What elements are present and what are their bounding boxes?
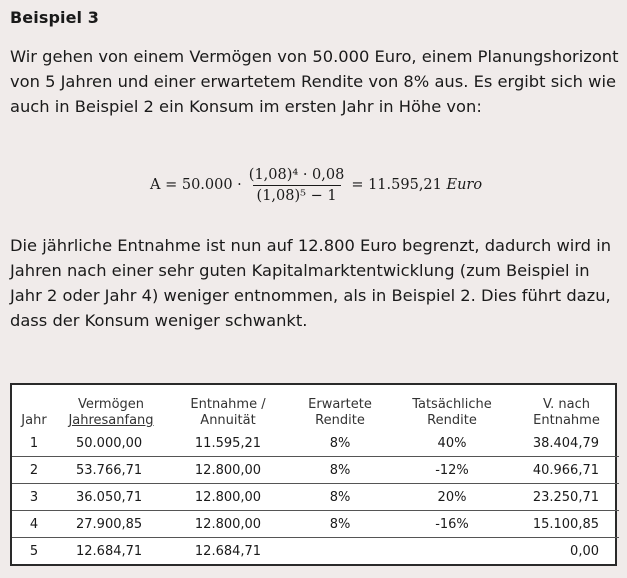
explanation-paragraph: Die jährliche Entnahme ist nun auf 12.800 Euro begrenzt, dadurch wird in Jahren nach einer sehr guten Kapitalmarktentwicklung (zum Beispiel in Jahr 2 oder Jahr 4) weniger entnommen, als in Beispiel 2. Dies führt dazu, dass der Konsum weniger schwankt. [10, 236, 612, 330]
cell-nach: 40.966,71 [532, 462, 599, 478]
cell-erwartet [290, 538, 390, 565]
header-jahr: Jahr [21, 413, 47, 428]
table-row [12, 457, 619, 484]
annuity-formula [150, 160, 482, 210]
formula-denominator: (1,08)⁵ − 1 [253, 185, 341, 204]
cell-tatsaechlich: -12% [435, 462, 469, 478]
intro-paragraph: Wir gehen von einem Vermögen von 50.000 Euro, einem Planungshorizont von 5 Jahren und einer erwartetem Rendite von 8% aus. Es ergibt sich wie auch in Beispiel 2 ein Konsum im ersten Jahr in Höhe von: [10, 47, 619, 116]
cell-vermoegen: 27.900,85 [76, 516, 143, 532]
header-entnahme: Entnahme / Annuität [190, 397, 266, 428]
header-erwartete-rendite: Erwartete Rendite [308, 397, 372, 428]
cell-jahr: 4 [29, 516, 39, 532]
cell-vermoegen: 50.000,00 [76, 435, 143, 451]
header-nach-entnahme: V. nach Entnahme [533, 397, 600, 428]
cell-entnahme: 12.800,00 [194, 489, 262, 505]
cell-tatsaechlich: -16% [435, 516, 469, 532]
cell-entnahme: 12.800,00 [194, 462, 262, 478]
formula-lhs: A = 50.000 · [150, 177, 242, 193]
cell-tatsaechlich [390, 538, 514, 565]
cell-jahr: 5 [29, 543, 39, 559]
cell-nach: 15.100,85 [532, 516, 599, 532]
cell-erwartet: 8% [329, 435, 351, 451]
header-tatsaechliche-rendite: Tatsächliche Rendite [412, 397, 492, 428]
table-row [12, 538, 619, 565]
cell-tatsaechlich: 40% [437, 435, 467, 451]
cell-erwartet: 8% [329, 516, 351, 532]
cell-tatsaechlich: 20% [437, 489, 467, 505]
cell-jahr: 3 [29, 489, 39, 505]
cell-vermoegen: 36.050,71 [76, 489, 143, 505]
cell-erwartet: 8% [329, 462, 351, 478]
header-vermoegen: Vermögen Jahresanfang [68, 397, 154, 428]
cell-vermoegen: 53.766,71 [76, 462, 143, 478]
cell-nach: 23.250,71 [532, 489, 599, 505]
table-row [12, 430, 619, 457]
withdrawal-table [12, 385, 619, 564]
section-heading: Beispiel 3 [10, 8, 100, 27]
formula-numerator: (1,08)⁴ · 0,08 [248, 166, 345, 183]
cell-nach: 0,00 [570, 543, 599, 559]
formula-fraction [245, 167, 349, 204]
cell-jahr: 2 [29, 462, 39, 478]
cell-nach: 38.404,79 [532, 435, 599, 451]
withdrawal-table-frame [10, 383, 617, 566]
cell-entnahme: 11.595,21 [194, 435, 262, 451]
cell-entnahme: 12.684,71 [194, 543, 262, 559]
formula-rhs [351, 177, 482, 193]
table-header-row [12, 385, 619, 430]
cell-vermoegen: 12.684,71 [76, 543, 143, 559]
cell-entnahme: 12.800,00 [194, 516, 262, 532]
table-row [12, 511, 619, 538]
cell-erwartet: 8% [329, 489, 351, 505]
formula-rhs-value: = 11.595,21 [351, 177, 447, 193]
table-row [12, 484, 619, 511]
cell-jahr: 1 [29, 435, 39, 451]
formula-rhs-unit: Euro [446, 177, 483, 193]
